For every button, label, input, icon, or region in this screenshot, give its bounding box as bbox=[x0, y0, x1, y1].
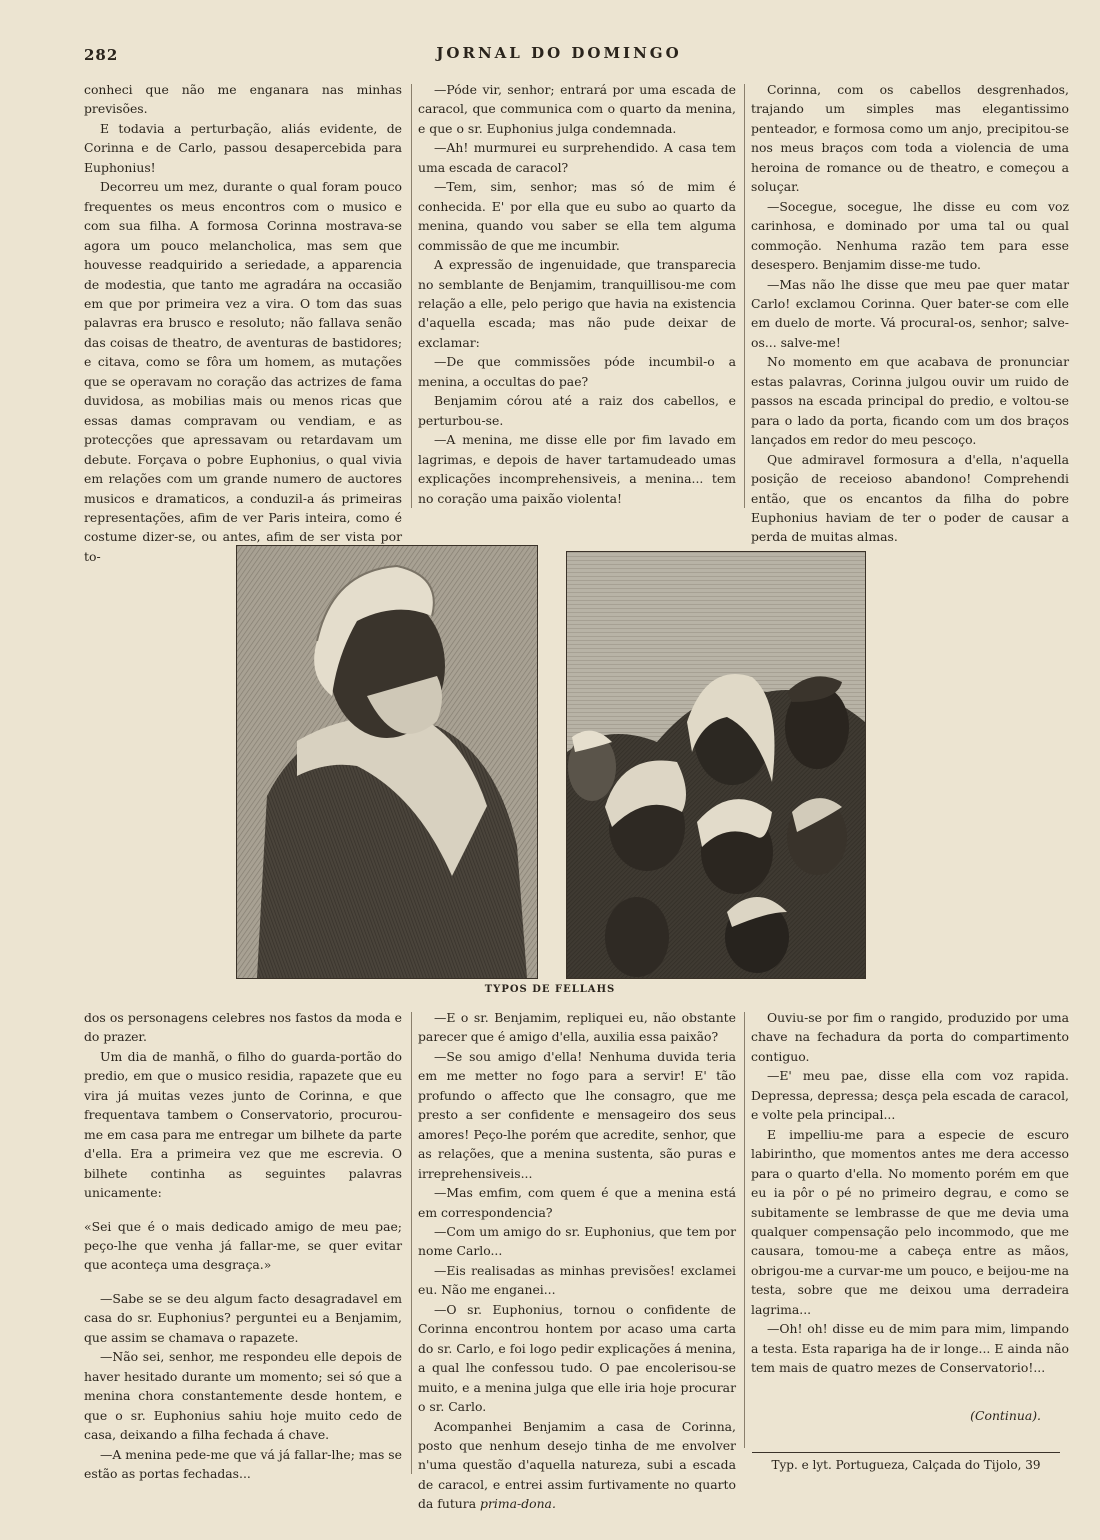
bottom-column-2 bbox=[418, 1008, 736, 1512]
paragraph: —A menina pede-me que vá já fallar-lhe; mas se estão as portas fechadas... bbox=[84, 1446, 402, 1481]
continua-note: (Continua). bbox=[970, 1407, 1041, 1423]
column-divider bbox=[411, 84, 412, 508]
letter-quote: «Sei que é o mais dedicado amigo de meu pae; peço-lhe que venha já fallar-me, se quer evitar que aconteça uma desgraça.» bbox=[84, 1218, 402, 1273]
bottom-column-3 bbox=[751, 1008, 1069, 1448]
paragraph: Ouviu-se por fim o rangido, produzido por uma chave na fechadura da porta do compartimento contiguo. bbox=[751, 1010, 1069, 1064]
paragraph: conheci que não me enganara nas minhas previsões. bbox=[84, 82, 402, 117]
paragraph: E impelliu-me para a especie de escuro labirintho, que momentos antes me dera accesso para o quarto d'ella. No momento porém em que eu ia pôr o pé no primeiro degrau, e como se subitamente se lembrasse de que me devia uma qualquer compensação pelo incommodo, que me causara, tomou-me a cabeça entre as mãos, obrigou-me a curvar-me um pouco, e beijou-me na testa, sobre que me deixou uma derradeira lagrima... bbox=[751, 1126, 1069, 1317]
top-column-3 bbox=[751, 80, 1069, 545]
page-number: 282 bbox=[84, 46, 119, 64]
paragraph: —Ah! murmurei eu surprehendido. A casa tem uma escada de caracol? bbox=[418, 140, 736, 175]
paragraph: —De que commissões póde incumbil-o a menina, a occultas do pae? bbox=[418, 354, 736, 389]
paragraph: —Se sou amigo d'ella! Nenhuma duvida teria em me metter no fogo para a servir! E' tão profundo o affecto que lhe consagro, que me presto a ser confidente e mensageiro dos seus amores! Peço-lhe porém que acredite, senhor, que as relações, que a menina sustenta, são puras e irreprehensiveis... bbox=[418, 1048, 736, 1181]
paragraph: —Sabe se se deu algum facto desagradavel em casa do sr. Euphonius? perguntei eu a Benjamim, que assim se chamava o rapazete. bbox=[84, 1290, 402, 1345]
paragraph bbox=[418, 1417, 736, 1514]
paragraph: Corinna, com os cabellos desgrenhados, trajando um simples mas elegantissimo penteador, e formosa como um anjo, precipitou-se nos meus braços com toda a violencia de uma heroina de romance ou de theatro, e começou a soluçar. bbox=[751, 82, 1069, 195]
page-header bbox=[84, 44, 1034, 66]
paragraph: —Com um amigo do sr. Euphonius, que tem por nome Carlo... bbox=[418, 1223, 736, 1259]
paragraph: —Tem, sim, senhor; mas só de mim é conhecida. E' por ella que eu subo ao quarto da menina, quando vou saber se ella tem alguma commissão de que me incumbir. bbox=[418, 179, 736, 253]
paragraph: —Não sei, senhor, me respondeu elle depois de haver hesitado durante um momento; sei só que a menina chora constantemente desde hontem, e que o sr. Euphonius sahiu hoje muito cedo de casa, deixando a filha fechada á chave. bbox=[84, 1349, 402, 1443]
column-divider bbox=[744, 84, 745, 508]
engraving-group-icon bbox=[567, 552, 865, 978]
paragraph: No momento em que acabava de pronunciar estas palavras, Corinna julgou ouvir um ruido de passos na escada principal do predio, e voltou-se para o lado da porta, ficando com um dos braços lançados em redor do meu pescoço. bbox=[751, 354, 1069, 448]
paragraph: —Mas não lhe disse que meu pae quer matar Carlo! exclamou Corinna. Quer bater-se com elle em duelo de morte. Vá procural-os, senhor; salve-os... salve-me! bbox=[751, 276, 1069, 350]
paragraph: Que admiravel formosura a d'ella, n'aquella posição de receioso abandono! Comprehendi então, que os encantos da filha do pobre Euphonius haviam de ter o poder de causar a perda de muitas almas. bbox=[751, 451, 1069, 545]
paragraph: —Oh! oh! disse eu de mim para mim, limpando a testa. Esta rapariga ha de ir longe... E ainda não tem mais de quatro mezes de Conservatorio!... bbox=[751, 1321, 1069, 1376]
top-column-1 bbox=[84, 80, 402, 564]
paragraph: —Póde vir, senhor; entrará por uma escada de caracol, que communica com o quarto da menina, e que o sr. Euphonius julga condemnada. bbox=[418, 82, 736, 136]
paragraph-text: Acompanhei Benjamim a casa de Corinna, posto que nenhum desejo tinha de me envolver n'uma questão d'aquella natureza, subi a escada de caracol, e entrei assim furtivamente no quarto da futura bbox=[418, 1418, 736, 1512]
paragraph: Decorreu um mez, durante o qual foram pouco frequentes os meus encontros com o musico e com sua filha. A formosa Corinna mostrava-se agora um pouco melancholica, mas sem que houvesse readquirido a seriedade, a apparencia de modestia, que tanto me agradára na occasião em que por primeira vez a vira. O tom das suas palavras era brusco e resoluto; não fallava senão das coisas de theatro, de aventuras de bastidores; e citava, como se fôra um homem, as mutações que se operavam no coração das actrizes de fama duvidosa, as mobilias mais ou menos ricas que essas damas compravam ou vendiam, e as protecções que apressavam ou retardavam um debute. Forçava o pobre Euphonius, o qual vivia em relações com um grande numero de auctores musicos e dramaticos, a conduzil-a ás primeiras representações, afim de ver Paris inteira, como é costume dizer-se, ou antes, afim de ser vista por to- bbox=[84, 179, 402, 564]
column-divider bbox=[411, 1012, 412, 1474]
fellah-portrait-illustration bbox=[236, 545, 538, 979]
imprint-rule bbox=[752, 1452, 1060, 1453]
top-column-2 bbox=[418, 80, 736, 510]
paragraph: A expressão de ingenuidade, que transparecia no semblante de Benjamim, tranquillisou-me com relação a elle, pelo perigo que havia na existencia d'aquella escada; mas não pude deixar de exclamar: bbox=[418, 257, 736, 350]
paragraph: —Eis realisadas as minhas previsões! exclamei eu. Não me enganei... bbox=[418, 1262, 736, 1298]
paragraph: dos os personagens celebres nos fastos da moda e do prazer. bbox=[84, 1010, 402, 1045]
paragraph: —E' meu pae, disse ella com voz rapida. Depressa, depressa; desça pela escada de caracol, e volte pela principal... bbox=[751, 1068, 1069, 1123]
paragraph: E todavia a perturbação, aliás evidente, de Corinna e de Carlo, passou desapercebida para Euphonius! bbox=[84, 120, 402, 175]
paragraph: Um dia de manhã, o filho do guarda-portão do predio, em que o musico residia, rapazete que eu vira já muitas vezes junto de Corinna, e que frequentava tambem o Conservatorio, procurou-me em casa para me entregar um bilhete da parte d'ella. Era a primeira vez que me escrevia. O bilhete continha as seguintes palavras unicamente: bbox=[84, 1048, 402, 1201]
fellah-group-illustration bbox=[566, 551, 866, 979]
paragraph: Benjamim córou até a raiz dos cabellos, e perturbou-se. bbox=[418, 393, 736, 428]
printer-imprint: Typ. e lyt. Portugueza, Calçada do Tijolo, 39 bbox=[771, 1458, 1041, 1472]
illustration-caption: TYPOS DE FELLAHS bbox=[484, 984, 616, 995]
paragraph: —Mas emfim, com quem é que a menina está em correspondencia? bbox=[418, 1185, 736, 1220]
column-divider bbox=[744, 1012, 745, 1448]
journal-title: JORNAL DO DOMINGO bbox=[436, 44, 682, 62]
engraving-portrait-icon bbox=[237, 546, 537, 978]
bottom-column-1 bbox=[84, 1008, 402, 1481]
paragraph: —A menina, me disse elle por fim lavado em lagrimas, e depois de haver tartamudeado umas explicações incomprehensiveis, a menina... tem no coração uma paixão violenta! bbox=[418, 432, 736, 506]
italic-word: prima-dona. bbox=[480, 1496, 556, 1512]
paragraph: —O sr. Euphonius, tornou o confidente de Corinna encontrou hontem por acaso uma carta do sr. Carlo, e foi logo pedir explicações á menina, a qual lhe confessou tudo. O pae encolerisou-se muito, e a menina julga que elle iria hoje procurar o sr. Carlo. bbox=[418, 1301, 736, 1415]
paragraph: —E o sr. Benjamim, repliquei eu, não obstante parecer que é amigo d'ella, auxilia essa paixão? bbox=[418, 1010, 736, 1045]
paragraph: —Socegue, socegue, lhe disse eu com voz carinhosa, e dominado por uma tal ou qual commoção. Nenhuma razão tem para esse desespero. Benjamim disse-me tudo. bbox=[751, 198, 1069, 273]
